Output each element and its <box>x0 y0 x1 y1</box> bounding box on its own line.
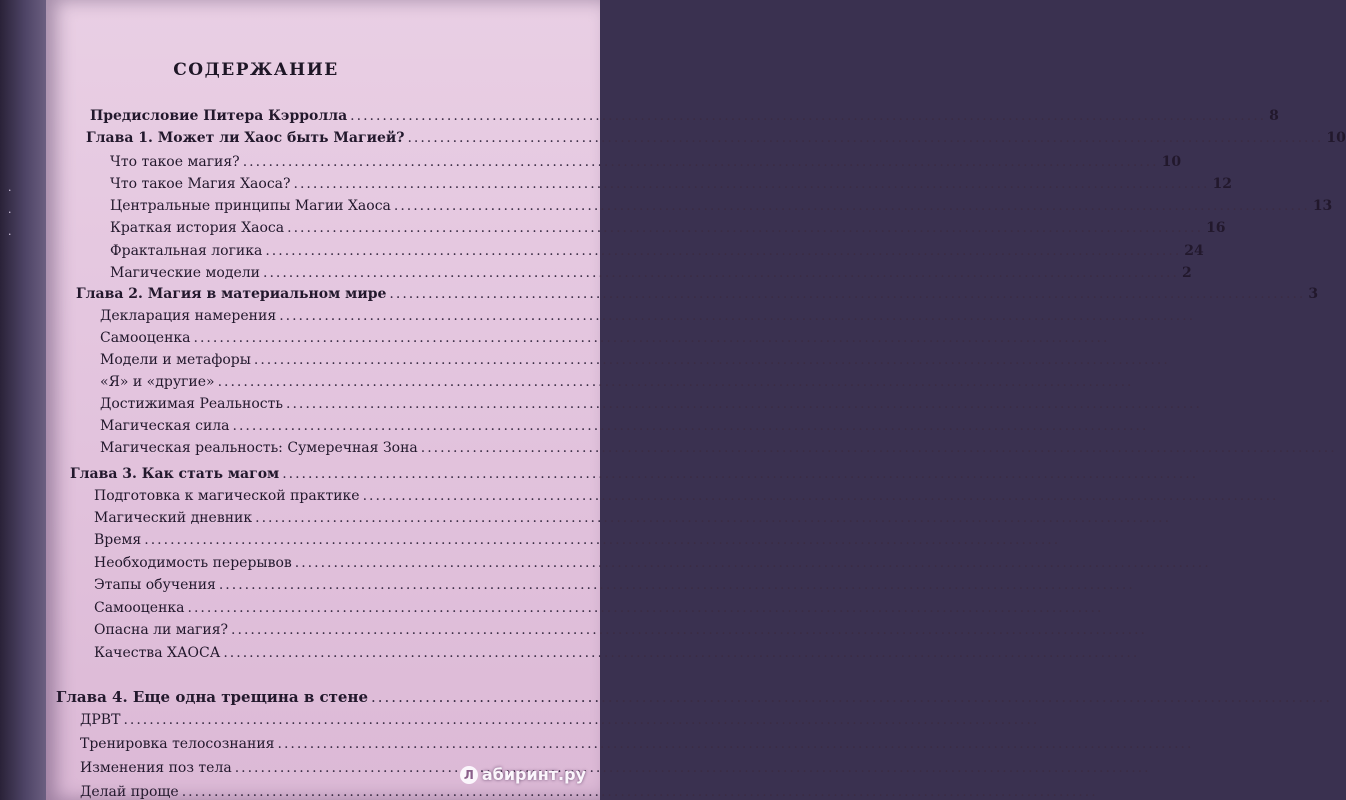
toc-heading: СОДЕРЖАНИЕ <box>173 60 339 80</box>
left-page-edge <box>0 0 46 800</box>
toc-entry-page: 10 <box>1326 130 1346 146</box>
toc-entry-title: Краткая история Хаоса <box>110 220 285 236</box>
toc-entry-page: 13 <box>1312 198 1333 214</box>
toc-dot-leader <box>294 176 1210 192</box>
toc-dot-leader <box>233 418 1149 434</box>
toc-dot-leader <box>182 784 1098 800</box>
toc-dot-leader <box>279 308 1195 324</box>
toc-dot-leader <box>263 265 1179 281</box>
toc-dot-leader <box>394 198 1310 214</box>
toc-dot-leader <box>350 108 1266 124</box>
toc-section-entry <box>110 176 1232 192</box>
toc-section-entry <box>100 440 516 456</box>
toc-entry-title: Качества ХАОСА <box>94 645 221 661</box>
toc-section-entry <box>100 374 506 390</box>
toc-entry-title: Модели и метафоры <box>100 352 251 368</box>
toc-section-entry <box>100 308 576 324</box>
toc-section-entry <box>80 712 366 728</box>
toc-section-entry <box>110 220 1226 236</box>
toc-dot-leader <box>223 645 1139 661</box>
toc-entry-title: Время <box>94 532 142 548</box>
toc-entry-title: Магическая реальность: Сумеречная Зона <box>100 440 418 456</box>
toc-dot-leader <box>265 243 1181 259</box>
toc-dot-leader <box>254 352 1170 368</box>
toc-section-entry <box>110 243 1204 259</box>
toc-entry-title: Центральные принципы Магии Хаоса <box>110 198 391 214</box>
toc-section-entry <box>94 577 390 593</box>
left-page-marks: · · · <box>8 184 12 241</box>
toc-entry-title: Предисловие Питера Кэрролла <box>90 108 348 124</box>
toc-section-entry <box>94 488 470 504</box>
toc-dot-leader <box>371 688 1332 706</box>
toc-section-entry <box>94 532 410 548</box>
toc-dot-leader <box>295 555 1211 571</box>
toc-dot-leader <box>144 532 1060 548</box>
toc-chapter-entry <box>76 286 1319 302</box>
toc-section-entry <box>110 198 1333 214</box>
toc-entry-title: Глава 4. Еще одна трещина в стене <box>56 688 368 706</box>
watermark-text: абиринт.ру <box>481 765 586 784</box>
toc-entry-title: Самооценка <box>94 600 185 616</box>
toc-entry-page: 8 <box>1269 108 1279 124</box>
watermark <box>460 765 586 784</box>
toc-entry-page: 10 <box>1161 154 1182 170</box>
toc-dot-leader <box>407 130 1323 146</box>
book-page <box>46 0 1346 800</box>
toc-dot-leader <box>218 374 1134 390</box>
toc-section-entry <box>100 396 506 412</box>
toc-entry-title: Фрактальная логика <box>110 243 263 259</box>
toc-chapter-entry <box>56 688 396 706</box>
toc-entry-title: Глава 3. Как стать магом <box>70 466 280 482</box>
toc-entry-title: Декларация намерения <box>100 308 277 324</box>
toc-entry-title: Самооценка <box>100 330 191 346</box>
toc-section-entry <box>100 352 526 368</box>
toc-dot-leader <box>363 488 1279 504</box>
toc-dot-leader <box>287 220 1203 236</box>
toc-entry-page: 2 <box>1181 265 1192 281</box>
toc-entry-title: Магические модели <box>110 265 260 281</box>
toc-dot-leader <box>243 154 1159 170</box>
labirint-icon: Л <box>460 766 478 784</box>
toc-entry-page: 16 <box>1206 220 1226 236</box>
toc-entry-title: Необходимость перерывов <box>94 555 292 571</box>
toc-section-entry <box>80 736 356 752</box>
toc-entry-title: Достижимая Реальность <box>100 396 283 412</box>
toc-entry-title: Магическая сила <box>100 418 230 434</box>
toc-entry-title: Тренировка телосознания <box>80 736 275 752</box>
toc-entry-title: Глава 2. Магия в материальном мире <box>76 286 387 302</box>
toc-entry-title: Этапы обучения <box>94 577 216 593</box>
toc-entry-page: 12 <box>1212 176 1232 192</box>
toc-section-entry <box>110 265 1192 281</box>
toc-dot-leader <box>194 330 1110 346</box>
toc-section-entry <box>110 154 1182 170</box>
toc-entry-title: Что такое Магия Хаоса? <box>110 176 291 192</box>
toc-dot-leader <box>188 600 1104 616</box>
toc-entry-title: Подготовка к магической практике <box>94 488 360 504</box>
toc-entry-title: Опасна ли магия? <box>94 622 229 638</box>
toc-entry-title: Глава 1. Может ли Хаос быть Магией? <box>86 130 405 146</box>
toc-dot-leader <box>278 736 1194 752</box>
toc-dot-leader <box>282 466 1198 482</box>
toc-section-entry <box>100 330 546 346</box>
toc-section-entry <box>94 555 400 571</box>
toc-section-entry <box>94 645 330 661</box>
toc-section-entry <box>80 784 336 800</box>
toc-dot-leader <box>231 622 1147 638</box>
toc-chapter-entry <box>70 466 510 482</box>
toc-chapter-entry <box>86 130 1346 146</box>
toc-entry-page: 24 <box>1184 243 1204 259</box>
toc-dot-leader <box>389 286 1305 302</box>
toc-dot-leader <box>123 712 1039 728</box>
toc-dot-leader <box>421 440 1337 456</box>
toc-chapter-entry <box>90 108 1279 124</box>
toc-section-entry <box>94 510 430 526</box>
toc-dot-leader <box>219 577 1135 593</box>
toc-entry-title: ДРВТ <box>80 712 121 728</box>
toc-entry-page: 3 <box>1308 286 1319 302</box>
toc-entry-title: Что такое магия? <box>110 154 240 170</box>
toc-section-entry <box>94 622 350 638</box>
toc-section-entry <box>80 760 346 776</box>
toc-entry-title: Магический дневник <box>94 510 253 526</box>
toc-section-entry <box>100 418 506 434</box>
toc-entry-title: «Я» и «другие» <box>100 374 215 390</box>
toc-dot-leader <box>255 510 1171 526</box>
toc-dot-leader <box>235 760 1151 776</box>
toc-dot-leader <box>286 396 1202 412</box>
toc-entry-title: Делай проще <box>80 784 179 800</box>
toc-section-entry <box>94 600 370 616</box>
toc-entry-title: Изменения поз тела <box>80 760 232 776</box>
